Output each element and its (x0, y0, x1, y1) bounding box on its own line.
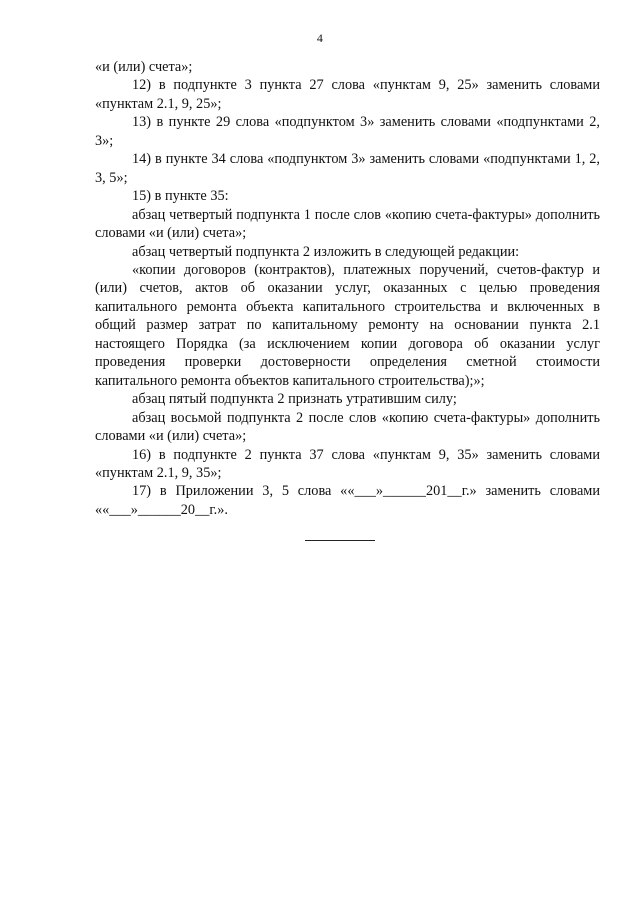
page-number: 4 (316, 31, 324, 45)
paragraph-item-12: 12) в подпункте 3 пункта 27 слова «пунктам 9, 25» заменить словами «пунктам 2.1, 9, 25»; (95, 77, 604, 112)
document-body (95, 58, 604, 519)
paragraph-item-15-abzac-1: абзац четвертый подпункта 1 после слов «копию счета-фактуры» дополнить словами «и (или) счета»; (95, 206, 604, 242)
paragraph-item-17: 17) в Приложении 3, 5 слова ««___»______201__г.» заменить словами ««___»______20__г.». (95, 483, 604, 518)
paragraph-item-15-abzac-3: абзац пятый подпункта 2 признать утратившим силу; (132, 391, 457, 408)
paragraph-item-15-abzac-4: абзац восьмой подпункта 2 после слов «копию счета-фактуры» дополнить словами «и (или) счета»; (95, 409, 604, 445)
paragraph-item-14: 14) в пункте 34 слова «подпунктом 3» заменить словами «подпунктами 1, 2, 3, 5»; (95, 151, 604, 186)
paragraph-item-13: 13) в пункте 29 слова «подпунктом 3» заменить словами «подпунктами 2, 3»; (95, 114, 604, 149)
paragraph-item-15: 15) в пункте 35: (132, 188, 229, 205)
paragraph-item-15-abzac-2: абзац четвертый подпункта 2 изложить в следующей редакции: (132, 243, 520, 260)
paragraph-continuation: «и (или) счета»; (95, 59, 193, 75)
closing-divider (305, 540, 375, 541)
paragraph-quoted-text: «копии договоров (контрактов), платежных поручений, счетов-фактур и (или) счетов, актов об оказании услуг, оказанных с целью проведения капитального ремонта объекта капитального строительства и включенных в общий размер затрат по капитальному ремонту на основании пункта 2.1 настоящего Порядка (за исключением копии договора об оказании услуг проведения проверки достоверности определения сметной стоимости капитального ремонта объектов капитального строительства);»; (95, 261, 604, 389)
paragraph-item-16: 16) в подпункте 2 пункта 37 слова «пунктам 9, 35» заменить словами «пунктам 2.1, 9, 35»; (95, 446, 604, 481)
